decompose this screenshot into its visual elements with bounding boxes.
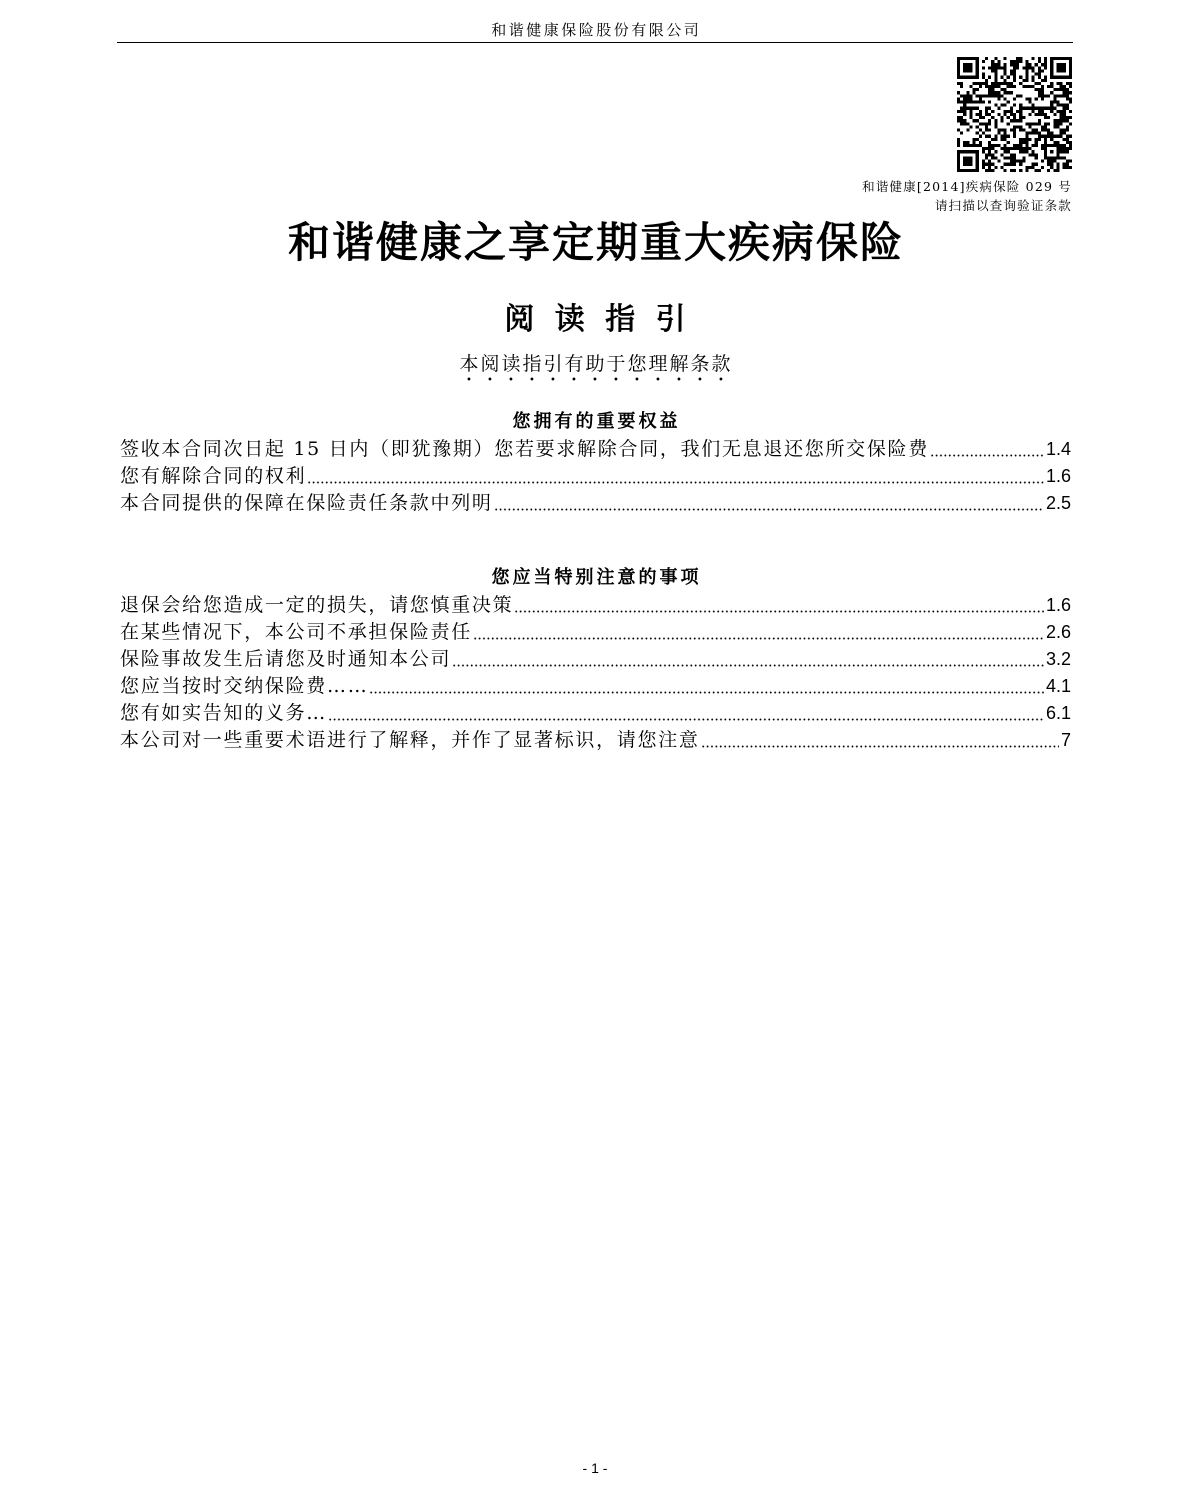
section-heading-rights: 您拥有的重要权益 [512,411,681,432]
toc-entry-page: 1.6 [1045,595,1071,615]
toc-entry-page: 4.1 [1045,676,1071,696]
dot-leader [473,637,1044,640]
toc-entry [120,646,1071,673]
page-number: - 1 - [582,1460,608,1476]
toc-entry [120,673,1071,700]
dot-leader [701,745,1059,748]
toc-entry-page: 7 [1060,730,1071,750]
toc-entry-text: 在某些情况下，本公司不承担保险责任 [120,621,472,643]
running-head: 和谐健康保险股份有限公司 [491,21,702,39]
dot-leader [307,481,1044,484]
header-rule [117,42,1073,43]
toc-entry-text: 保险事故发生后请您及时通知本公司 [120,648,452,670]
toc-entry-page: 6.1 [1045,703,1071,723]
toc-entry-text: 您应当按时交纳保险费…… [120,675,369,697]
toc-entry [120,619,1071,646]
intro-line [0,351,1190,386]
dot-leader [369,691,1044,694]
toc-entry-text: 退保会给您造成一定的损失，请您慎重决策 [120,594,514,616]
toc-entry [120,490,1071,517]
section-heading-notices: 您应当特别注意的事项 [491,567,702,588]
qr-code [957,57,1072,172]
toc-entry-text: 本公司对一些重要术语进行了解释，并作了显著标识，请您注意 [120,729,700,751]
qr-modules [957,57,1072,172]
scan-note: 请扫描以查询验证条款 [934,198,1072,213]
toc-entry [120,592,1071,619]
dot-leader [328,718,1044,721]
dot-leader [930,454,1044,457]
dot-leader [494,508,1044,511]
toc-entry [120,463,1071,490]
toc-entry-page: 2.5 [1045,493,1071,513]
toc-entry [120,727,1071,754]
toc-entry-page: 1.4 [1045,439,1071,459]
toc-entry-page: 2.6 [1045,622,1071,642]
dot-leader [452,664,1044,667]
toc-entry-page: 1.6 [1045,466,1071,486]
document-title: 和谐健康之享定期重大疾病保险 [287,218,904,267]
toc-list-notices [120,592,1071,754]
document-subtitle: 阅 读 指 引 [504,302,691,337]
dot-leader [514,610,1044,613]
toc-entry-text: 本合同提供的保障在保险责任条款中列明 [120,492,493,514]
toc-entry-text: 您有解除合同的权利 [120,465,307,487]
toc-entry-page: 3.2 [1045,649,1071,669]
toc-entry-text: 您有如实告知的义务… [120,702,328,724]
registration-note [862,177,1072,215]
registration-code: 和谐健康[2014]疾病保险 029 号 [862,179,1072,194]
toc-entry [120,436,1071,463]
intro-text: 本阅读指引有助于您理解条款 [459,353,733,375]
toc-entry-text: 签收本合同次日起 15 日内（即犹豫期）您若要求解除合同，我们无息退还您所交保险费 [120,438,929,460]
toc-list-rights [120,436,1071,517]
toc-entry [120,700,1071,727]
